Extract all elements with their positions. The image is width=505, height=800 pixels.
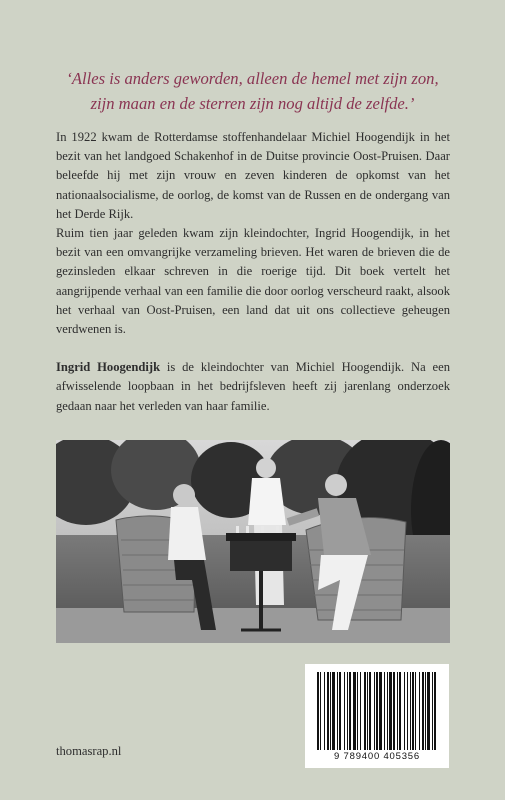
quote-line-1: ‘Alles is anders geworden, alleen de hemel met zijn zon, [66, 69, 439, 88]
barcode-panel [305, 664, 449, 768]
isbn-number: 9 789400 405356 [334, 751, 420, 762]
cover-quote [40, 66, 465, 116]
family-photo-illustration [56, 440, 450, 643]
blurb-paragraph-2: Ruim tien jaar geleden kwam zijn kleindochter, Ingrid Hoogendijk, in het bezit van een omvangrijke verzameling brieven. Het waren de brieven die de gezinsleden elkaar schreven in die roerige tijd. Dit boek vertelt het aangrijpende verhaal van een familie die door oorlog verscheurd raakt, alsook het verhaal van Oost-Pruisen, een land dat uit ons collectieve geheugen verdwenen is. [56, 226, 450, 337]
author-bio [56, 358, 450, 416]
author-bio-text: is de kleindochter van Michiel Hoogendijk. Na een afwisselende loopbaan in het bedrijfsleven heeft zij jarenlang onderzoek gedaan naar het verleden van haar familie. [56, 360, 450, 413]
author-name: Ingrid Hoogendijk [56, 360, 161, 375]
blurb-text [56, 128, 450, 416]
family-photo [56, 440, 450, 643]
blurb-paragraph-1: In 1922 kwam de Rotterdamse stoffenhandelaar Michiel Hoogendijk in het bezit van het landgoed Schakenhof in de Duitse provincie Oost-Pruisen. Daar beleefde hij met zijn vrouw en zeven kinderen de opkomst van het nationaalsocialisme, de oorlog, de komst van de Russen en de ondergang van het Derde Rijk. [56, 130, 450, 221]
publisher-website: thomasrap.nl [56, 744, 122, 758]
quote-line-2: zijn maan en de sterren zijn nog altijd de zelfde.’ [90, 94, 415, 113]
